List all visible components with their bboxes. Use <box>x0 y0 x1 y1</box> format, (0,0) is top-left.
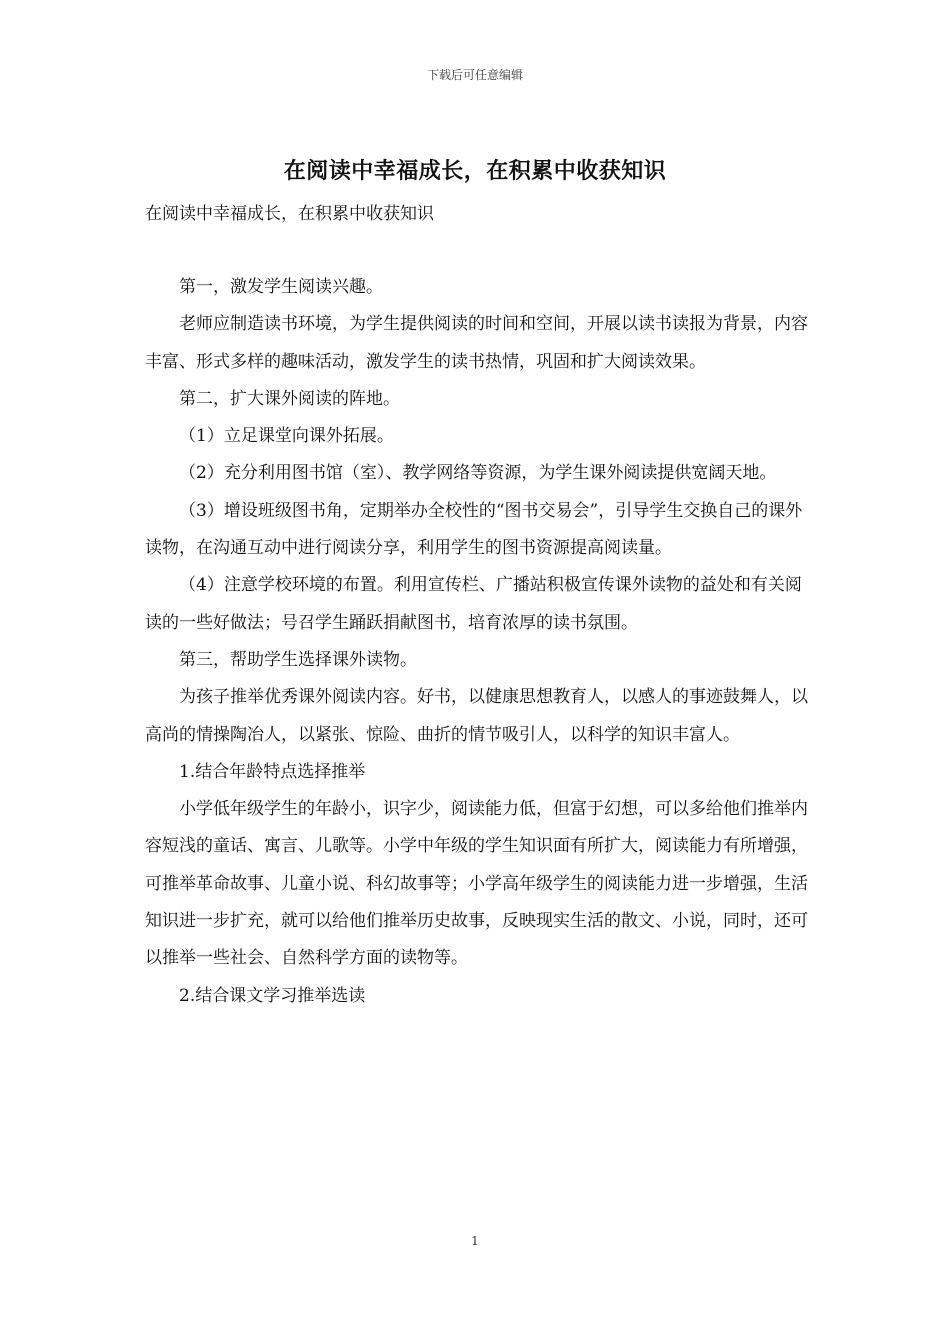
paragraph: （1）立足课堂向课外拓展。 <box>179 426 394 447</box>
paragraph: （3）增设班级图书角，定期举办全校性的“图书交易会”，引导学生交换自己的课外读物，在沟通互动中进行阅读分享，利用学生的图书资源提高阅读量。 <box>145 500 803 559</box>
document-title: 在阅读中幸福成长，在积累中收获知识 <box>283 158 667 184</box>
paragraph: （2）充分利用图书馆（室）、教学网络等资源，为学生课外阅读提供宽阔天地。 <box>179 463 777 484</box>
page-header: 下载后可任意编辑 <box>426 68 523 82</box>
document-body <box>145 269 810 1015</box>
page-number: 1 <box>471 1234 479 1248</box>
paragraph: 第三，帮助学生选择课外读物。 <box>179 649 417 670</box>
paragraph: （4）注意学校环境的布置。利用宣传栏、广播站积极宣传课外读物的益处和有关阅读的一些好做法；号召学生踊跃捐献图书，培育浓厚的读书氛围。 <box>145 575 802 633</box>
paragraph: 为孩子推举优秀课外阅读内容。好书，以健康思想教育人，以感人的事迹鼓舞人，以高尚的情操陶冶人，以紧张、惊险、曲折的情节吸引人，以科学的知识丰富人。 <box>145 687 808 745</box>
paragraph: 2.结合课文学习推举选读 <box>179 985 366 1006</box>
paragraph: 1.结合年龄特点选择推举 <box>179 761 366 782</box>
document-subtitle: 在阅读中幸福成长，在积累中收获知识 <box>145 204 434 224</box>
paragraph: 老师应制造读书环境，为学生提供阅读的时间和空间，开展以读书读报为背景，内容丰富、形式多样的趣味活动，激发学生的读书热情，巩固和扩大阅读效果。 <box>145 314 808 372</box>
paragraph: 小学低年级学生的年龄小，识字少，阅读能力低，但富于幻想，可以多给他们推举内容短浅的童话、寓言、儿歌等。小学中年级的学生知识面有所扩大，阅读能力有所增强，可推举革命故事、儿童小说、科幻故事等；小学高年级学生的阅读能力进一步增强，生活知识进一步扩充，就可以给他们推举历史故事，反映现实生活的散文、小说，同时，还可以推举一些社会、自然科学方面的读物等。 <box>145 799 808 969</box>
paragraph: 第一，激发学生阅读兴趣。 <box>179 277 383 297</box>
paragraph: 第二，扩大课外阅读的阵地。 <box>179 388 400 409</box>
